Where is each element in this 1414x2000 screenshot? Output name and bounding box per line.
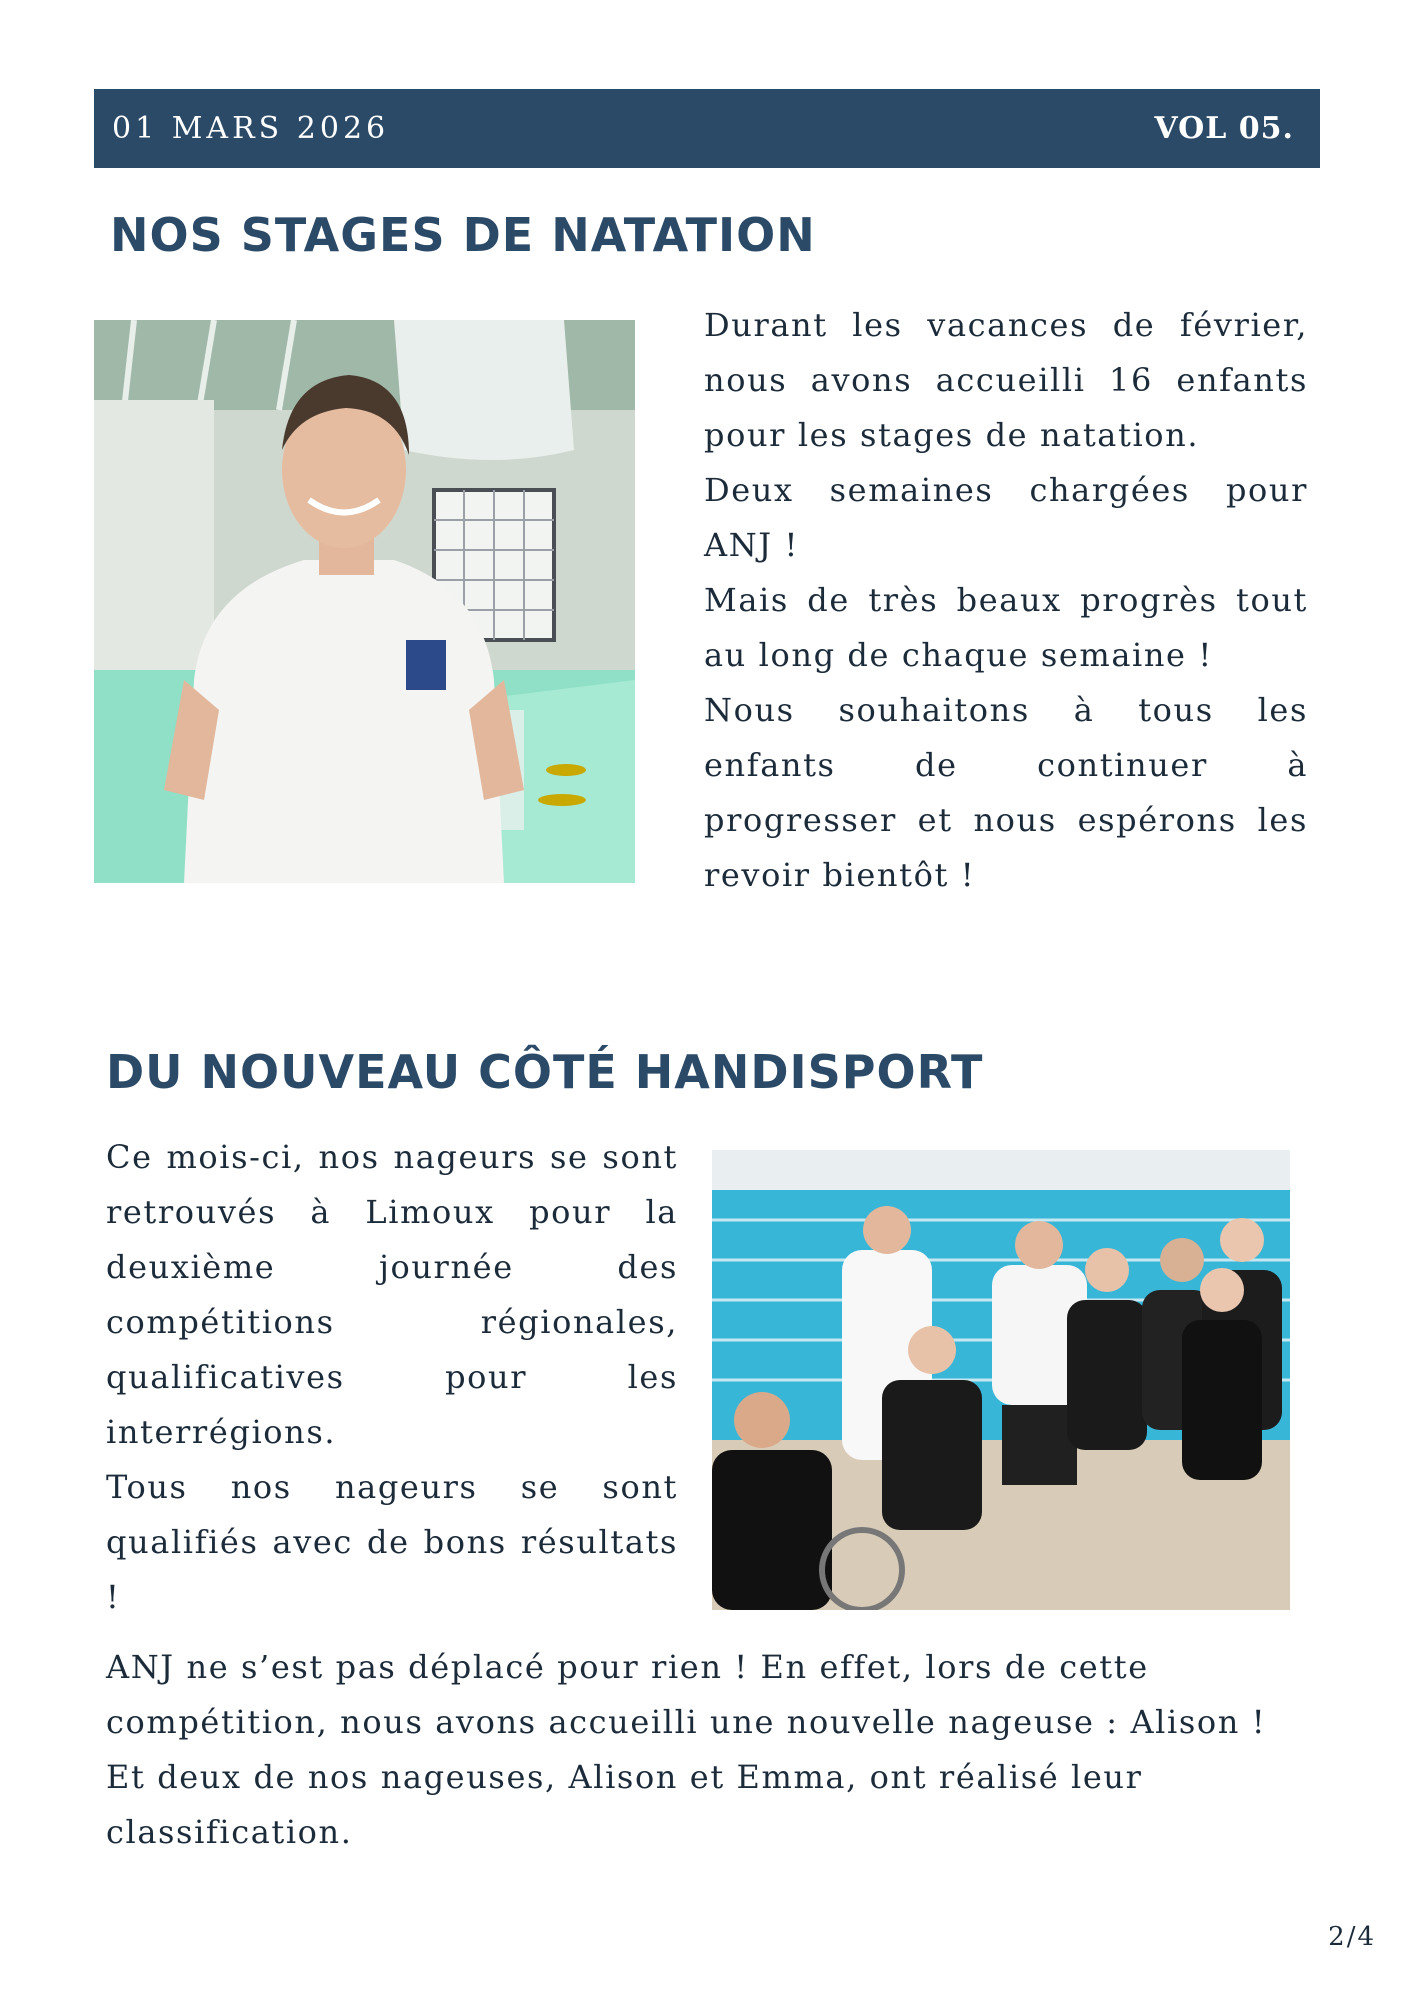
paragraph: Tous nos nageurs se sont qualifiés avec de bons résultats ! <box>106 1468 678 1616</box>
header-bar <box>94 89 1320 168</box>
team-photo-illustration <box>712 1150 1290 1610</box>
team-photo <box>712 1150 1290 1610</box>
section-title-handisport: DU NOUVEAU CÔTÉ HANDISPORT <box>106 1045 984 1099</box>
swim-camps-text <box>704 298 1308 903</box>
paragraph: Nous souhaitons à tous les enfants de continuer à progresser et nous espérons les revoir bientôt ! <box>704 691 1308 894</box>
paragraph: Deux semaines chargées pour ANJ ! <box>704 471 1308 564</box>
coach-photo <box>94 320 635 883</box>
section-title-swim-camps: NOS STAGES DE NATATION <box>110 208 816 262</box>
page-number: 2/4 <box>1328 1922 1376 1952</box>
paragraph: Durant les vacances de février, nous avons accueilli 16 enfants pour les stages de natation. <box>704 306 1308 454</box>
issue-volume: VOL 05. <box>1154 111 1294 146</box>
paragraph: Et deux de nos nageuses, Alison et Emma, ont réalisé leur classification. <box>106 1758 1143 1851</box>
handisport-followup-text <box>106 1640 1321 1860</box>
paragraph: ANJ ne s’est pas déplacé pour rien ! En effet, lors de cette compétition, nous avons accueilli une nouvelle nageuse : Alison ! <box>106 1648 1267 1741</box>
coach-photo-illustration <box>94 320 635 883</box>
issue-date: 01 MARS 2026 <box>112 111 390 146</box>
handisport-text <box>106 1130 678 1625</box>
paragraph: Mais de très beaux progrès tout au long de chaque semaine ! <box>704 581 1308 674</box>
paragraph: Ce mois-ci, nos nageurs se sont retrouvés à Limoux pour la deuxième journée des compétitions régionales, qualificatives pour les interrégions. <box>106 1138 678 1451</box>
